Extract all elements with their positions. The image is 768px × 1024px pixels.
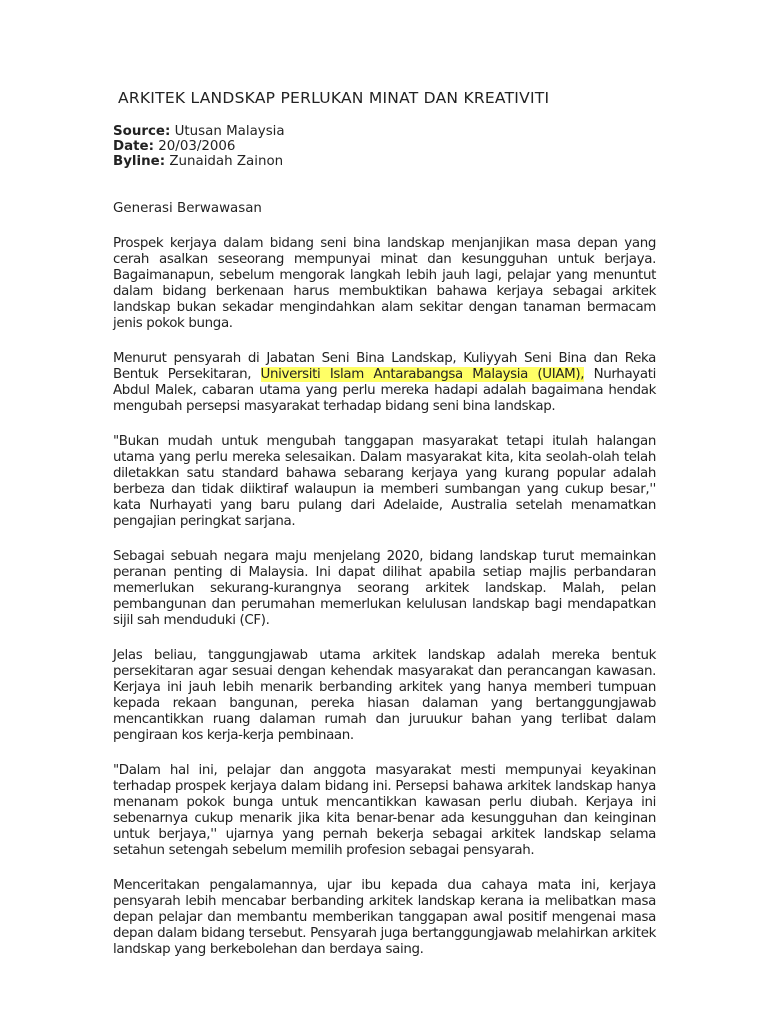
paragraph-3: "Bukan mudah untuk mengubah tanggapan masyarakat tetapi itulah halangan utama yang perlu mereka selesaikan. Dalam masyarakat kita, kita seolah-olah telah diletakkan satu standard bahawa sebarang kerjaya yang kurang popular adalah berbeza dan tidak diiktiraf walaupun ia memberi sumbangan yang cukup besar,'' kata Nurhayati yang baru pulang dari Adelaide, Australia setelah menamatkan pengajian peringkat sarjana. <box>113 434 656 529</box>
paragraph-6: "Dalam hal ini, pelajar dan anggota masyarakat mesti mempunyai keyakinan terhadap prospek kerjaya dalam bidang ini. Persepsi bahawa arkitek landskap hanya menanam pokok bunga untuk mencantikkan kawasan perlu diubah. Kerjaya ini sebenarnya cukup menarik jika kita benar-benar ada kesungguhan dan keinginan untuk berjaya,'' ujarnya yang pernah bekerja sebagai arkitek landskap selama setahun setengah sebelum memilih profesion sebagai pensyarah. <box>113 763 656 858</box>
paragraph-2-before: Menurut pensyarah di Jabatan Seni Bina Landskap, Kuliyyah Seni Bina dan Reka Bentuk Persekitaran, <box>113 351 656 382</box>
paragraph-7: Menceritakan pengalamannya, ujar ibu kepada dua cahaya mata ini, kerjaya pensyarah lebih mencabar berbanding arkitek landskap kerana ia melibatkan masa depan pelajar dan membantu memberikan tanggapan awal positif mengenai masa depan dalam bidang tersebut. Pensyarah juga bertanggungjawab melahirkan arkitek landskap yang berkebolehan dan berdaya saing. <box>113 878 656 957</box>
paragraph-5: Jelas beliau, tanggungjawab utama arkitek landskap adalah mereka bentuk persekitaran agar sesuai dengan kehendak masyarakat dan perancangan kawasan. Kerjaya ini jauh lebih menarik berbanding arkitek yang hanya memberi tumpuan kepada rekaan bangunan, pereka hiasan dalaman yang bertanggungjawab mencantikkan ruang dalaman rumah dan juruukur bahan yang terlibat dalam pengiraan kos kerja-kerja pembinaan. <box>113 648 656 743</box>
paragraph-4: Sebagai sebuah negara maju menjelang 2020, bidang landskap turut memainkan peranan penting di Malaysia. Ini dapat dilihat apabila setiap majlis perbandaran memerlukan sekurang-kurangnya seorang arkitek landskap. Malah, pelan pembangunan dan perumahan memerlukan kelulusan landskap bagi mendapatkan sijil sah menduduki (CF). <box>113 549 656 628</box>
meta-source <box>113 124 285 139</box>
meta-date-value: 20/03/2006 <box>158 139 236 154</box>
meta-source-label: Source: <box>113 124 171 139</box>
paragraph-2-after: Nurhayati Abdul Malek, cabaran utama yang perlu mereka hadapi adalah bagaimana hendak mengubah persepsi masyarakat terhadap bidang seni bina landskap. <box>113 367 656 414</box>
meta-byline-label: Byline: <box>113 154 166 169</box>
meta-source-value: Utusan Malaysia <box>174 124 285 139</box>
meta-byline-value: Zunaidah Zainon <box>169 154 284 169</box>
meta-date <box>113 139 285 154</box>
article-subheading: Generasi Berwawasan <box>113 201 262 216</box>
highlighted-text: Universiti Islam Antarabangsa Malaysia (UIAM), <box>260 367 585 382</box>
paragraph-1: Prospek kerjaya dalam bidang seni bina landskap menjanjikan masa depan yang cerah asalkan seseorang mempunyai minat dan kesungguhan untuk berjaya. Bagaimanapun, sebelum mengorak langkah lebih jauh lagi, pelajar yang menuntut dalam bidang berkenaan harus membuktikan bahawa kerjaya sebagai arkitek landskap bukan sekadar mengindahkan alam sekitar dengan tanaman bermacam jenis pokok bunga. <box>113 236 656 331</box>
meta-date-label: Date: <box>113 139 154 154</box>
article-body <box>113 201 656 977</box>
article-meta <box>113 124 285 169</box>
paragraph-2 <box>113 351 656 415</box>
meta-byline <box>113 154 285 169</box>
article-title: ARKITEK LANDSKAP PERLUKAN MINAT DAN KREATIVITI <box>118 89 550 107</box>
